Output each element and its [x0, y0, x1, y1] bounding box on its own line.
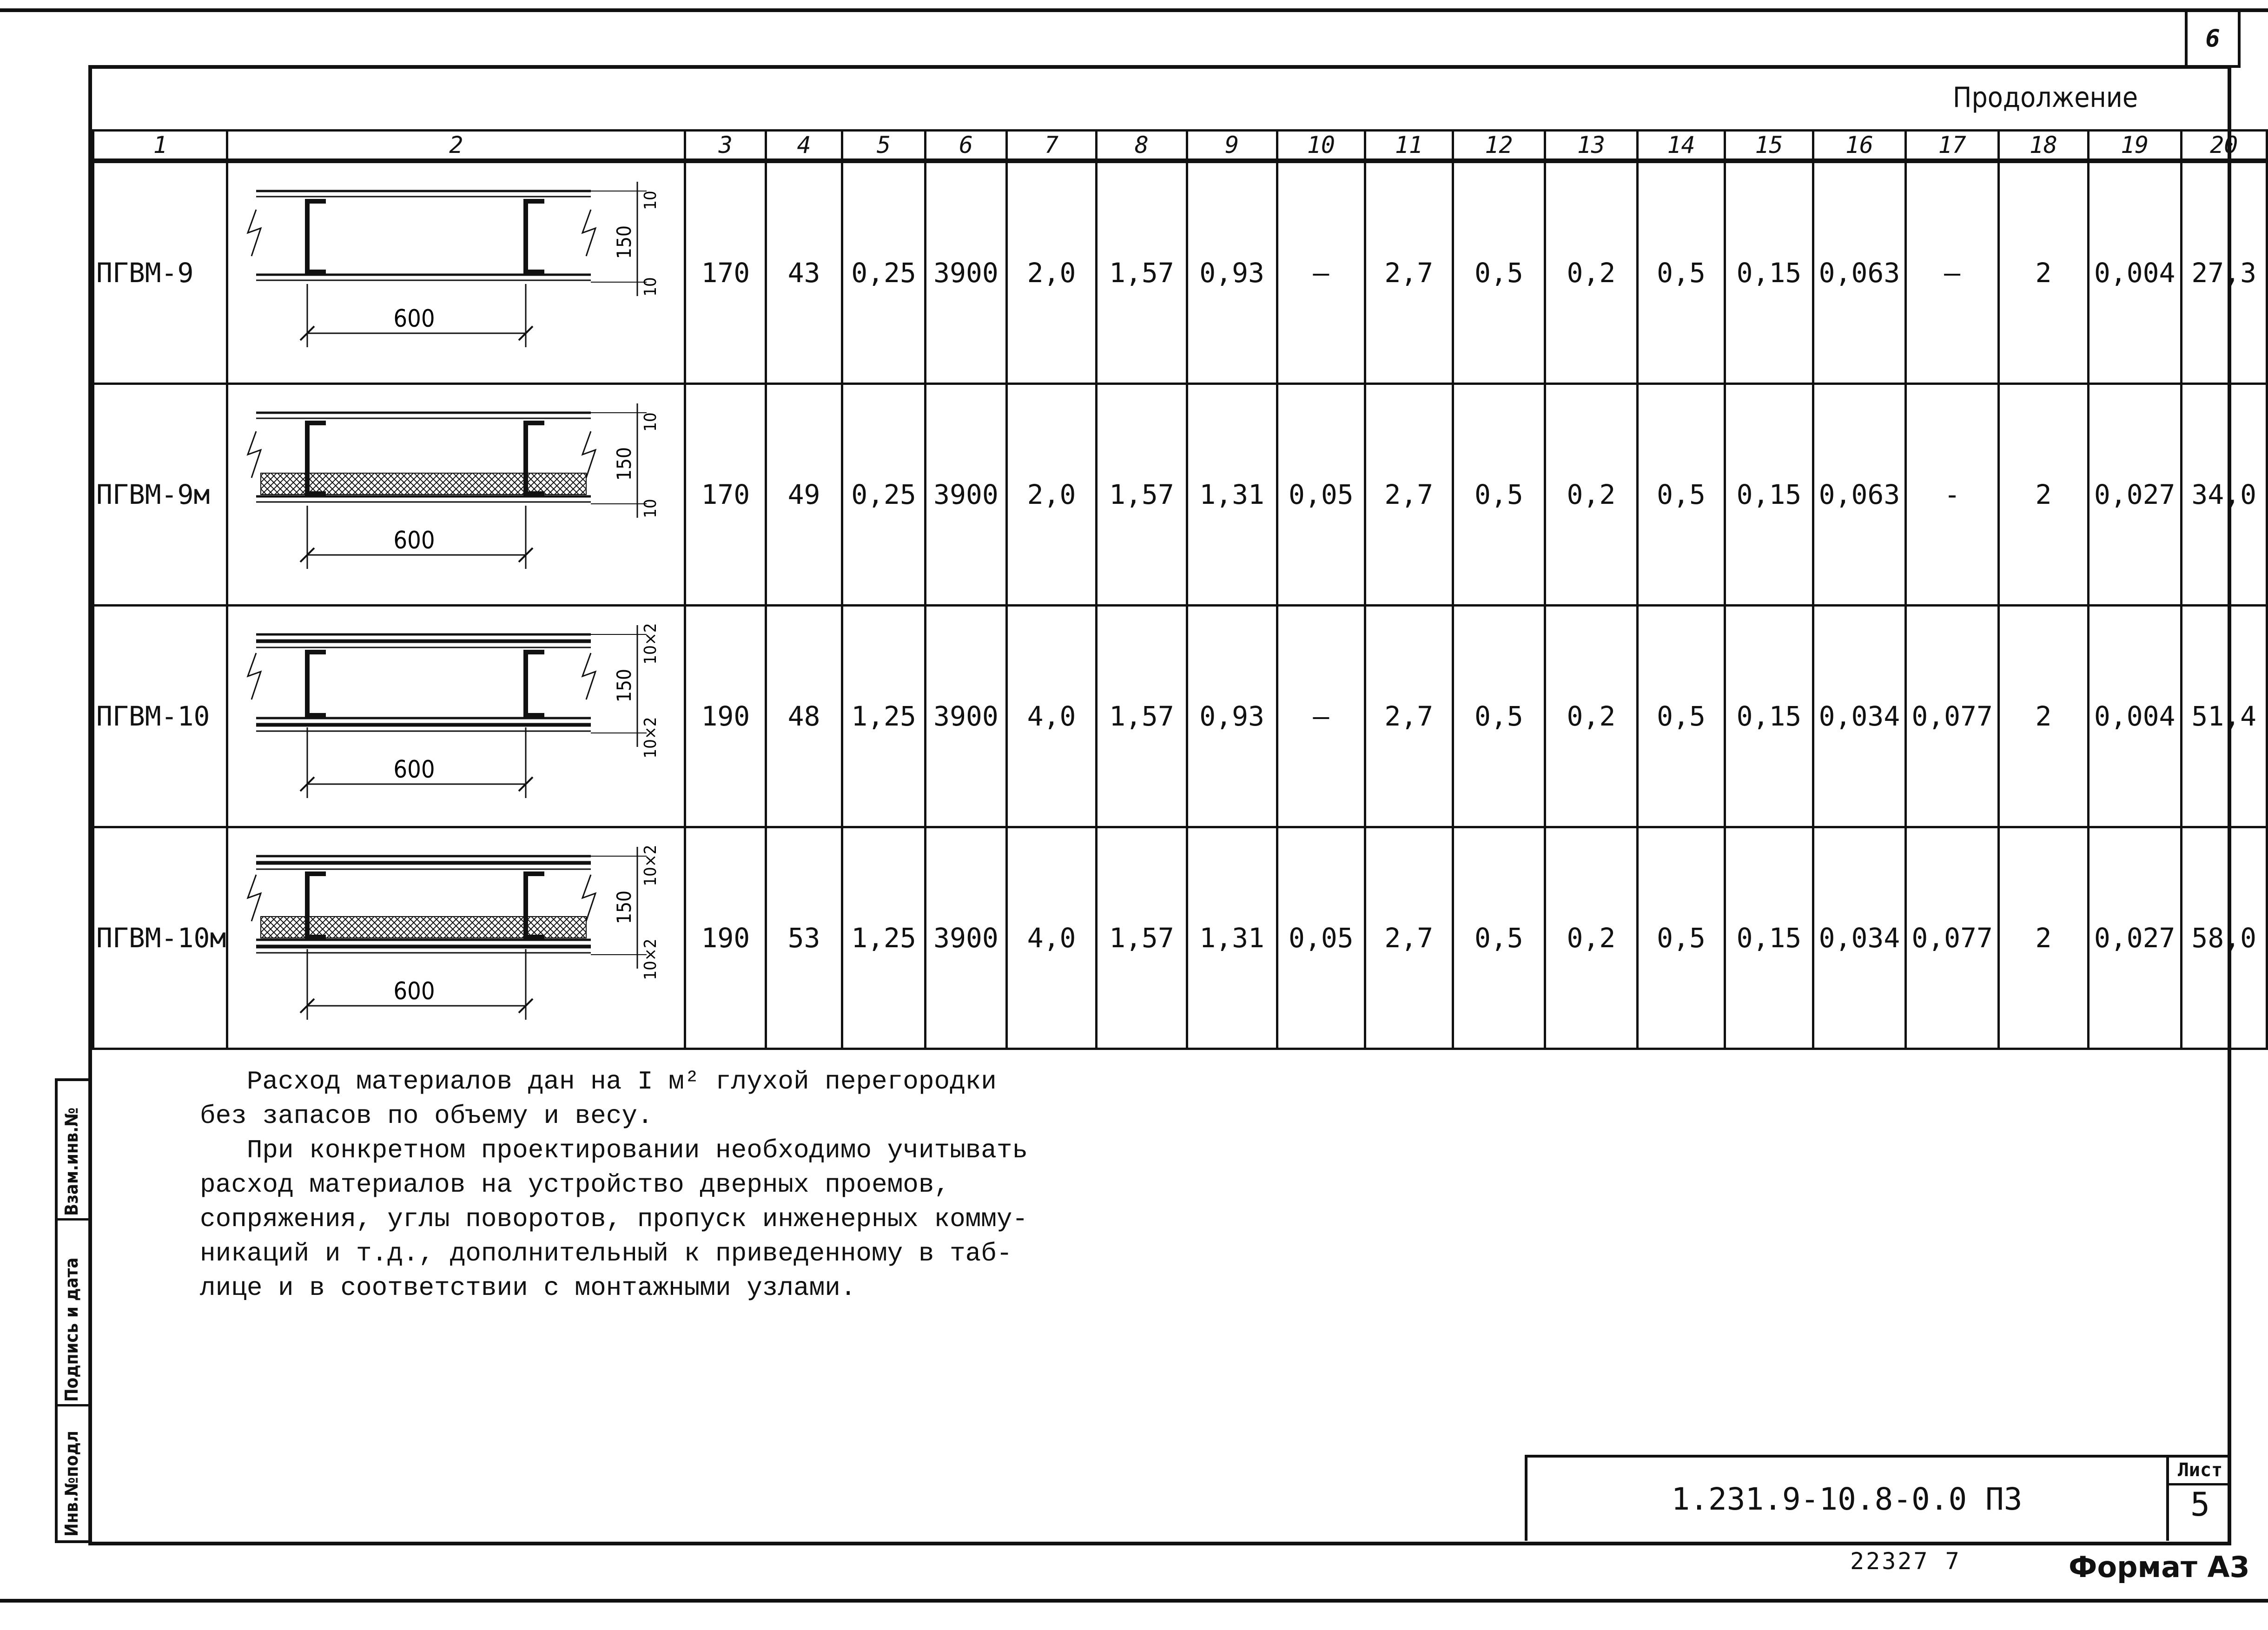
dimension-span-label: 600 [393, 977, 435, 1005]
continuation-label: Продолжение [1952, 81, 2138, 114]
table-cell: 3900 [926, 384, 1007, 606]
section-drawing-cell [227, 606, 685, 827]
stamp-vzam-label: Взам.инв.№ [61, 1107, 82, 1216]
note-text: Расход материалов дан на I м² глухой перегородки без запасов по объему и весу. При конкретном проектировании необходимо учитывать расход материалов на устройство дверных проемов, сопряжения, углы поворотов, пропуск инженерных комму- никаций и т.д., дополнительный к приведенному в таб- лице и в соответствии с монтажными узлами. [200, 1067, 1028, 1303]
table-cell: 34,0 [2181, 384, 2267, 606]
table-cell: 58,0 [2181, 827, 2267, 1049]
table-cell: 0,5 [1637, 827, 1725, 1049]
table-cell: 190 [685, 606, 766, 827]
partition-mark: ПГВМ-9м [93, 384, 227, 606]
section-drawing-cell [227, 827, 685, 1049]
table-cell: 0,93 [1187, 161, 1277, 384]
column-number: 8 [1097, 131, 1187, 161]
sheet-box [2166, 1455, 2231, 1541]
table-cell: 51,4 [2181, 606, 2267, 827]
table-cell: 0,063 [1813, 161, 1906, 384]
break-mark [582, 653, 595, 700]
table-cell: 2,0 [1006, 161, 1097, 384]
table-cell: 0,15 [1725, 384, 1813, 606]
dimension-sheet-label: 10 [641, 191, 661, 210]
table-cell: – [1906, 161, 1999, 384]
dimension-sheet-label: 10×2 [641, 938, 661, 980]
table-cell: 190 [685, 827, 766, 1049]
stud-profile [526, 652, 544, 715]
column-number: 7 [1006, 131, 1097, 161]
partition-section-drawing [228, 607, 684, 819]
column-number: 6 [926, 131, 1007, 161]
table-cell: 0,2 [1545, 161, 1638, 384]
table-row [93, 827, 2267, 1049]
table-cell: – [1277, 161, 1365, 384]
table-cell: 2,7 [1365, 827, 1453, 1049]
table-cell: 0,077 [1906, 827, 1999, 1049]
table-cell: 48 [766, 606, 842, 827]
table-cell: 4,0 [1006, 606, 1097, 827]
column-number: 15 [1725, 131, 1813, 161]
partition-section-drawing [228, 385, 684, 598]
column-number: 18 [1998, 131, 2088, 161]
column-number: 5 [842, 131, 925, 161]
table-cell: 0,027 [2088, 827, 2181, 1049]
sheet-label: Лист [2169, 1458, 2231, 1485]
partition-section-drawing [228, 828, 684, 1041]
stud-profile [526, 201, 544, 272]
table-row [93, 161, 2267, 384]
top-border-line [0, 8, 2268, 12]
table-cell: 0,2 [1545, 606, 1638, 827]
table-cell: 0,93 [1187, 606, 1277, 827]
column-number: 14 [1637, 131, 1725, 161]
column-number: 17 [1906, 131, 1999, 161]
document-code: 1.231.9-10.8-0.0 ПЗ [1525, 1455, 2166, 1541]
table-cell: 1,57 [1097, 827, 1187, 1049]
table-row [93, 384, 2267, 606]
dimension-sheet-label: 10×2 [641, 845, 661, 886]
column-number: 12 [1453, 131, 1545, 161]
table-cell: 0,15 [1725, 606, 1813, 827]
table-cell: 43 [766, 161, 842, 384]
stud-profile [307, 652, 326, 715]
column-number: 4 [766, 131, 842, 161]
column-number: 19 [2088, 131, 2181, 161]
table-cell: 170 [685, 384, 766, 606]
table-cell: 4,0 [1006, 827, 1097, 1049]
dimension-sheet-label: 10 [641, 412, 661, 432]
table-cell: - [1906, 384, 1999, 606]
break-mark [582, 875, 595, 921]
column-number: 20 [2181, 131, 2267, 161]
bottom-border-line [0, 1599, 2268, 1603]
dimension-span-label: 600 [393, 527, 435, 554]
column-number: 2 [227, 131, 685, 161]
table-cell: 0,034 [1813, 606, 1906, 827]
stamp-podpis-label: Подпись и дата [61, 1257, 82, 1402]
table-cell: 2,7 [1365, 384, 1453, 606]
break-mark [248, 210, 261, 256]
table-cell: 1,57 [1097, 606, 1187, 827]
partition-mark: ПГВМ-10 [93, 606, 227, 827]
table-cell: 0,15 [1725, 161, 1813, 384]
break-mark [582, 431, 595, 478]
dimension-height-label: 150 [613, 225, 636, 259]
table-cell: 0,5 [1453, 606, 1545, 827]
table-cell: 2,7 [1365, 161, 1453, 384]
table-cell: 0,2 [1545, 384, 1638, 606]
dimension-sheet-label: 10 [641, 499, 661, 518]
table-cell: 2,7 [1365, 606, 1453, 827]
partition-mark: ПГВМ-10м [93, 827, 227, 1049]
table-cell: 0,2 [1545, 827, 1638, 1049]
table-cell: 2 [1998, 606, 2088, 827]
sheet-number: 5 [2190, 1485, 2210, 1524]
stamp-inv-label: Инв.№подл [61, 1431, 82, 1537]
section-drawing-cell [227, 384, 685, 606]
column-number: 16 [1813, 131, 1906, 161]
dimension-sheet-label: 10×2 [641, 717, 661, 759]
table-cell: 1,31 [1187, 827, 1277, 1049]
break-mark [582, 210, 595, 256]
dimension-sheet-label: 10×2 [641, 623, 661, 665]
table-cell: 0,077 [1906, 606, 1999, 827]
table-cell: 0,05 [1277, 827, 1365, 1049]
table-cell: 3900 [926, 606, 1007, 827]
dimension-height-label: 150 [613, 890, 636, 924]
column-number: 11 [1365, 131, 1453, 161]
table-cell: 0,063 [1813, 384, 1906, 606]
table-cell: 0,5 [1453, 384, 1545, 606]
stamp-podpis-cell [58, 1221, 89, 1406]
partition-section-drawing [228, 163, 684, 376]
break-mark [248, 875, 261, 921]
column-number: 1 [93, 131, 227, 161]
partition-mark: ПГВМ-9 [93, 161, 227, 384]
table-cell: 49 [766, 384, 842, 606]
table-row [93, 606, 2267, 827]
dimension-height-label: 150 [613, 668, 636, 703]
table-cell: 0,004 [2088, 161, 2181, 384]
stamp-vzam-cell [58, 1081, 89, 1221]
format-label: Формат А3 [2069, 1550, 2250, 1584]
table-cell: 1,31 [1187, 384, 1277, 606]
table-cell: 0,034 [1813, 827, 1906, 1049]
table-cell: – [1277, 606, 1365, 827]
page-number: 6 [2185, 12, 2241, 68]
column-number: 10 [1277, 131, 1365, 161]
table-cell: 0,5 [1453, 161, 1545, 384]
section-drawing-cell [227, 161, 685, 384]
table-cell: 53 [766, 827, 842, 1049]
column-number: 3 [685, 131, 766, 161]
table-cell: 0,25 [842, 384, 925, 606]
table-cell: 2 [1998, 161, 2088, 384]
table-cell: 0,5 [1453, 827, 1545, 1049]
column-number-row [93, 131, 2267, 161]
table-cell: 0,5 [1637, 161, 1725, 384]
table-cell: 0,5 [1637, 384, 1725, 606]
column-number: 13 [1545, 131, 1638, 161]
table-cell: 1,25 [842, 827, 925, 1049]
stamp-column [55, 1078, 92, 1543]
table-cell: 0,25 [842, 161, 925, 384]
table-cell: 2 [1998, 827, 2088, 1049]
table-cell: 0,15 [1725, 827, 1813, 1049]
stud-profile [307, 201, 326, 272]
table-cell: 0,004 [2088, 606, 2181, 827]
table-cell: 1,57 [1097, 384, 1187, 606]
dimension-sheet-label: 10 [641, 277, 661, 297]
stamp-inv-cell [58, 1406, 89, 1540]
table-cell: 0,027 [2088, 384, 2181, 606]
materials-table [92, 129, 2268, 1050]
table-cell: 170 [685, 161, 766, 384]
dimension-height-label: 150 [613, 447, 636, 481]
break-mark [248, 653, 261, 700]
table-cell: 0,5 [1637, 606, 1725, 827]
dimension-span-label: 600 [393, 305, 435, 333]
table-cell: 3900 [926, 161, 1007, 384]
table-cell: 2 [1998, 384, 2088, 606]
table-cell: 2,0 [1006, 384, 1097, 606]
table-cell: 27,3 [2181, 161, 2267, 384]
column-number: 9 [1187, 131, 1277, 161]
table-cell: 1,25 [842, 606, 925, 827]
dimension-span-label: 600 [393, 756, 435, 784]
table-cell: 3900 [926, 827, 1007, 1049]
table-cell: 0,05 [1277, 384, 1365, 606]
table-cell: 1,57 [1097, 161, 1187, 384]
break-mark [248, 431, 261, 478]
inventory-number: 22327 7 [1850, 1548, 1961, 1575]
